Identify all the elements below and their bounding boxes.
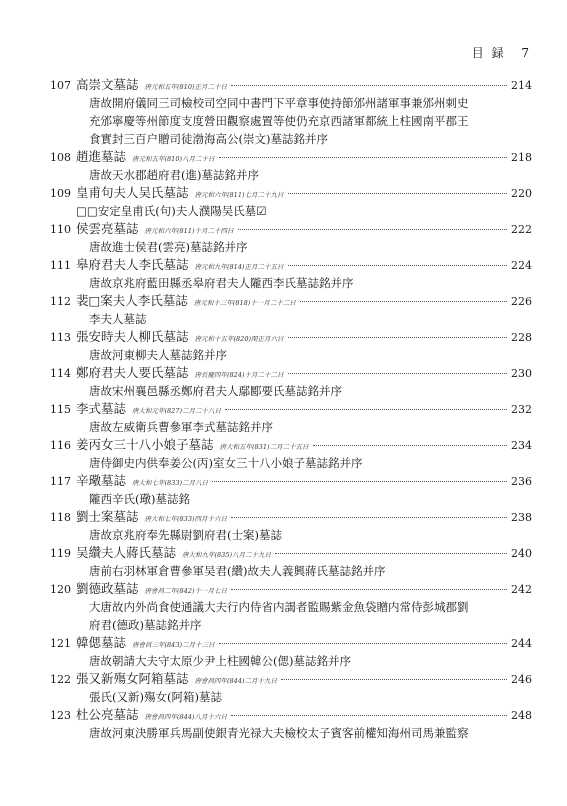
entry-number: 122 — [50, 673, 71, 686]
entry-date: 唐會昌四年(844)二月十九日 — [194, 677, 277, 685]
entry-date: 唐元和五年(810)正月二十日 — [144, 83, 227, 91]
entry-number: 109 — [50, 187, 71, 200]
toc-entry[interactable] — [50, 634, 532, 670]
entry-page-number: 246 — [511, 673, 532, 686]
entry-title: 裴□案夫人李氏墓誌 — [76, 293, 188, 308]
entry-title: 皇甫句夫人吴氏墓誌 — [76, 185, 189, 200]
toc-entry[interactable] — [50, 706, 532, 742]
entry-title: 侯雲亮墓誌 — [76, 221, 139, 236]
toc-entry[interactable] — [50, 400, 532, 436]
entry-date: 唐元和五年(810)八月二十日 — [132, 155, 215, 163]
entry-number: 114 — [50, 367, 71, 380]
toc-entry-title-row[interactable] — [50, 634, 532, 652]
entry-date: 唐會昌三年(843)二月十三日 — [132, 641, 215, 649]
entry-page-number: 238 — [511, 511, 532, 524]
toc-entry-title-row[interactable] — [50, 364, 532, 382]
entry-full-title-line: 唐故河東柳夫人墓誌銘并序 — [89, 348, 227, 362]
entry-full-title-line: 唐故天水郡趙府君(進)墓誌銘并序 — [89, 168, 259, 182]
dot-leader — [300, 301, 507, 302]
entry-full-title-line: 充邠寧慶等州節度支度營田觀察處置等使仍充京西諸軍都統上柱國南平郡王 — [89, 114, 469, 128]
entry-full-title-line: 唐故宋州襄邑縣丞鄭府君夫人鄢郾要氏墓誌銘并序 — [89, 384, 342, 398]
dot-leader — [231, 589, 507, 590]
entry-page-number: 214 — [511, 79, 532, 92]
entry-page-number: 226 — [511, 295, 532, 308]
dot-leader — [281, 679, 507, 680]
entry-page-number: 242 — [511, 583, 532, 596]
entry-page-number: 220 — [511, 187, 532, 200]
entry-page-number: 224 — [511, 259, 532, 272]
entry-full-title-line: 大唐故内外尚食使通議大夫行内侍省内謁者監賜紫金魚袋贈内常侍彭城郡劉 — [89, 600, 469, 614]
dot-leader — [275, 553, 507, 554]
toc-entry-title-row[interactable] — [50, 256, 532, 274]
entry-title: 劉士案墓誌 — [76, 509, 139, 524]
toc-entry[interactable] — [50, 184, 532, 220]
entry-title: 趙進墓誌 — [76, 149, 127, 164]
entry-title: 高崇文墓誌 — [76, 77, 139, 92]
dot-leader — [231, 517, 507, 518]
entry-full-title-line: 唐故河東決勝軍兵馬副使銀青光禄大夫檢校太子賓客前權知海州司馬兼監察 — [89, 726, 469, 740]
entry-full-title-line: 唐故朝請大夫守太原少尹上柱國韓公(偲)墓誌銘并序 — [89, 654, 351, 668]
toc-entry-title-row[interactable] — [50, 76, 532, 94]
toc-entry[interactable] — [50, 148, 532, 184]
toc-entry-title-row[interactable] — [50, 148, 532, 166]
dot-leader — [212, 481, 507, 482]
toc-entry[interactable] — [50, 328, 532, 364]
entry-date: 唐大和元年(827)二月二十八日 — [132, 407, 221, 415]
entry-date: 唐大和七年(833)二月八日 — [132, 479, 208, 487]
dot-leader — [219, 157, 508, 158]
entry-page-number: 232 — [511, 403, 532, 416]
entry-date: 唐元和九年(814)正月二十五日 — [194, 263, 284, 271]
entry-full-title-line: 唐故進士侯君(雲亮)墓誌銘并序 — [89, 240, 248, 254]
entry-date: 唐長慶四年(824)十月二十二日 — [194, 371, 284, 379]
entry-full-title-line: 唐侍御史内供奉姜公(丙)室女三十八小娘子墓誌銘并序 — [89, 456, 363, 470]
entry-date: 唐大和七年(833)四月十六日 — [144, 515, 227, 523]
toc-entry-title-row[interactable] — [50, 220, 532, 238]
entry-page-number: 244 — [511, 637, 532, 650]
entry-title: 吴纘夫人蔣氏墓誌 — [76, 545, 177, 560]
toc-entry[interactable] — [50, 220, 532, 256]
entry-page-number: 230 — [511, 367, 532, 380]
entry-page-number: 222 — [511, 223, 532, 236]
dot-leader — [225, 409, 507, 410]
dot-leader — [219, 643, 508, 644]
entry-date: 唐會昌二年(842)十一月七日 — [144, 587, 227, 595]
toc-entry-title-row[interactable] — [50, 544, 532, 562]
dot-leader — [238, 229, 508, 230]
header-title: 目 録 — [471, 46, 506, 60]
toc-entry-title-row[interactable] — [50, 580, 532, 598]
entry-number: 108 — [50, 151, 71, 164]
toc-entry-title-row[interactable] — [50, 472, 532, 490]
dot-leader — [231, 715, 507, 716]
toc-entry[interactable] — [50, 508, 532, 544]
entry-number: 107 — [50, 79, 71, 92]
entry-number: 118 — [50, 511, 71, 524]
entry-full-title-line: 張氏(又新)殤女(阿箱)墓誌 — [89, 690, 222, 704]
entry-page-number: 248 — [511, 709, 532, 722]
entry-full-title-line: 唐故京兆府奉先縣尉劉府君(士案)墓誌 — [89, 528, 282, 542]
toc-entry[interactable] — [50, 544, 532, 580]
entry-date: 唐元和六年(811)十月二十四日 — [144, 227, 234, 235]
toc-entry[interactable] — [50, 670, 532, 706]
toc-entry[interactable] — [50, 364, 532, 400]
entry-number: 113 — [50, 331, 71, 344]
dot-leader — [288, 373, 508, 374]
entry-full-title-line: □□安定皇甫氏(句)夫人濮陽吴氏墓☑ — [76, 204, 267, 218]
page-header — [472, 44, 531, 61]
entry-number: 123 — [50, 709, 71, 722]
entry-full-title-line: 李夫人墓誌 — [89, 312, 147, 326]
table-of-contents — [50, 76, 532, 742]
entry-number: 112 — [50, 295, 71, 308]
entry-number: 115 — [50, 403, 71, 416]
entry-title: 鄭府君夫人要氏墓誌 — [76, 365, 189, 380]
entry-date: 唐大和九年(835)八月二十九日 — [182, 551, 271, 559]
entry-page-number: 228 — [511, 331, 532, 344]
entry-title: 張又新殤女阿箱墓誌 — [76, 671, 189, 686]
dot-leader — [313, 445, 508, 446]
toc-entry-title-row[interactable] — [50, 328, 532, 346]
header-page-number: 7 — [521, 46, 531, 60]
entry-number: 110 — [50, 223, 71, 236]
dot-leader — [288, 193, 508, 194]
toc-entry[interactable] — [50, 472, 532, 508]
entry-page-number: 218 — [511, 151, 532, 164]
entry-number: 116 — [50, 439, 71, 452]
dot-leader — [288, 337, 508, 338]
toc-entry-title-row[interactable] — [50, 400, 532, 418]
toc-entry[interactable] — [50, 256, 532, 292]
entry-page-number: 236 — [511, 475, 532, 488]
entry-page-number: 240 — [511, 547, 532, 560]
entry-title: 杜公亮墓誌 — [76, 707, 139, 722]
entry-number: 111 — [50, 259, 71, 272]
entry-number: 120 — [50, 583, 71, 596]
entry-full-title-line: 府君(德政)墓誌銘并序 — [89, 618, 202, 632]
entry-date: 唐大和五年(831)二月二十五日 — [219, 443, 309, 451]
toc-entry[interactable] — [50, 436, 532, 472]
entry-full-title-line: 隴西辛氏(璥)墓誌銘 — [89, 492, 190, 506]
entry-full-title-line: 唐故京兆府藍田縣丞皋府君夫人隴西李氏墓誌銘并序 — [89, 276, 354, 290]
entry-date: 唐會昌四年(844)八月十六日 — [144, 713, 227, 721]
entry-title: 劉德政墓誌 — [76, 581, 139, 596]
toc-entry-title-row[interactable] — [50, 508, 532, 526]
entry-date: 唐元和十三年(818)十一月二十二日 — [193, 299, 296, 307]
entry-page-number: 234 — [511, 439, 532, 452]
toc-entry[interactable] — [50, 580, 532, 634]
entry-title: 韓偲墓誌 — [76, 635, 127, 650]
entry-title: 張安時夫人柳氏墓誌 — [76, 329, 189, 344]
entry-full-title-line: 唐前右羽林軍倉曹參軍吴君(纘)故夫人義興蔣氏墓誌銘并序 — [89, 564, 386, 578]
dot-leader — [231, 85, 507, 86]
entry-title: 皋府君夫人李氏墓誌 — [76, 257, 189, 272]
entry-date: 唐元和十五年(820)閏正月六日 — [194, 335, 284, 343]
entry-full-title-line: 唐故開府儀同三司檢校司空同中書門下平章事使持節邠州諸軍事兼邠州刺史 — [89, 96, 469, 110]
entry-title: 辛璥墓誌 — [76, 473, 127, 488]
entry-date: 唐元和六年(811)七月二十九日 — [194, 191, 284, 199]
toc-entry-title-row[interactable] — [50, 670, 532, 688]
toc-entry[interactable] — [50, 76, 532, 148]
entry-number: 117 — [50, 475, 71, 488]
entry-full-title-line: 唐故左威衛兵曹參軍李式墓誌銘并序 — [89, 420, 273, 434]
toc-entry-title-row[interactable] — [50, 184, 532, 202]
toc-entry-title-row[interactable] — [50, 706, 532, 724]
dot-leader — [288, 265, 508, 266]
entry-title: 姜丙女三十八小娘子墓誌 — [76, 437, 214, 452]
entry-number: 121 — [50, 637, 71, 650]
entry-number: 119 — [50, 547, 71, 560]
entry-title: 李式墓誌 — [76, 401, 127, 416]
toc-entry[interactable] — [50, 292, 532, 328]
entry-full-title-line: 食實封三百户贈司徒渤海高公(崇文)墓誌銘并序 — [89, 132, 328, 146]
toc-entry-title-row[interactable] — [50, 436, 532, 454]
toc-entry-title-row[interactable] — [50, 292, 532, 310]
